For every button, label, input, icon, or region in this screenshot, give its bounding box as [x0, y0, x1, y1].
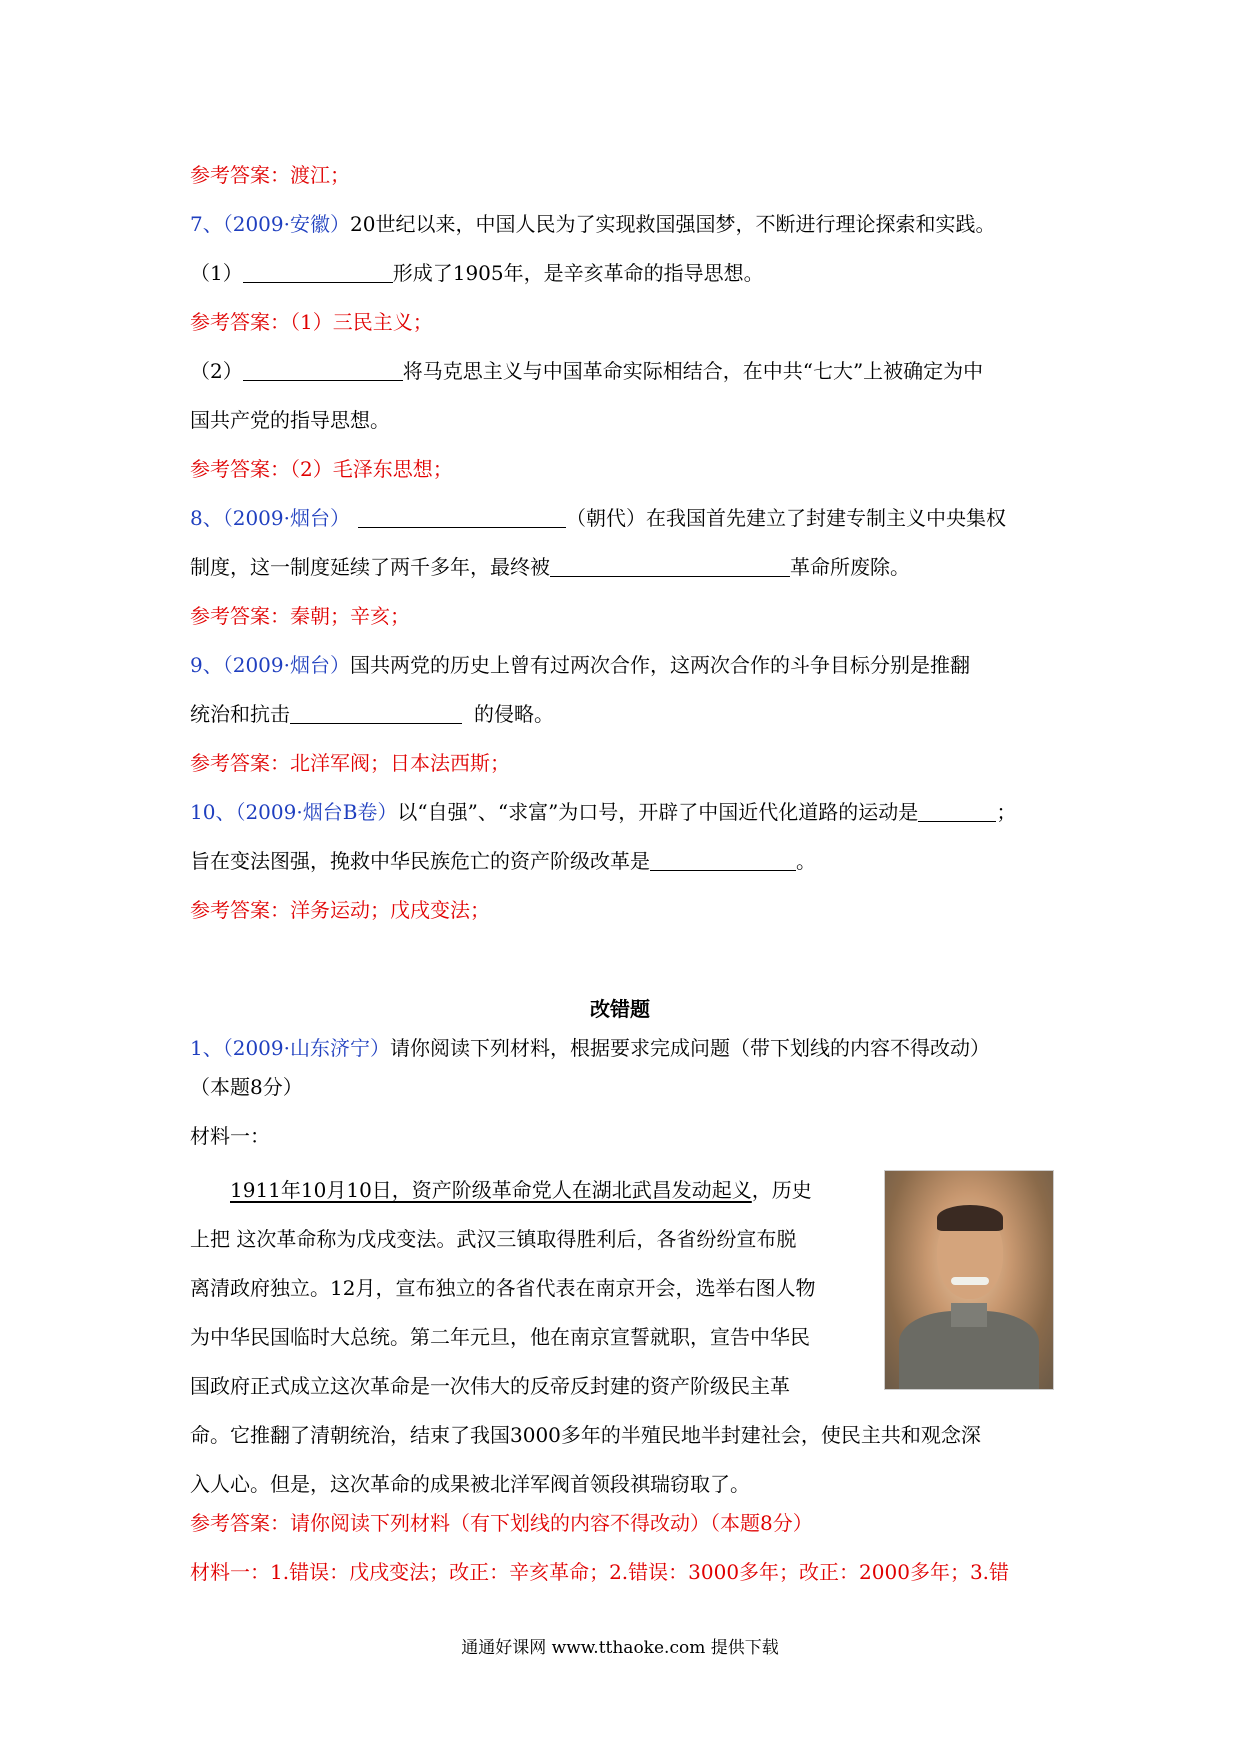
question-source: （2009·烟台） [222, 506, 350, 530]
material-line-3: 离清政府独立。12月，宣布独立的各省代表在南京开会，选举右图人物 [190, 1276, 816, 1300]
answer-6: 参考答案：渡江； [190, 163, 350, 187]
answer-9: 参考答案：北洋军阀；日本法西斯； [190, 751, 510, 775]
answer-blank [918, 801, 996, 822]
question-text: 以“自强”、“求富”为口号，开辟了中国近代化道路的运动是 [397, 800, 919, 824]
material-text: ，历史 [751, 1178, 812, 1202]
question-number: 10、 [190, 800, 236, 824]
question-source: （2009·安徽） [222, 212, 350, 236]
question-source: （2009·烟台B卷） [235, 800, 398, 824]
answer-blank [650, 850, 796, 871]
answer-blank [290, 703, 462, 724]
answer-blank [243, 360, 403, 381]
section-title: 改错题 [590, 997, 650, 1021]
material-line-6: 命。它推翻了清朝统治，结束了我国3000多年的半殖民地半封建社会，使民主共和观念深 [190, 1423, 981, 1447]
question-number: 9、 [190, 653, 223, 677]
question-number: 7、 [190, 212, 223, 236]
material-line-1 [230, 1178, 812, 1202]
answer-correction-1-line2: 材料一：1.错误：戊戌变法；改正：辛亥革命；2.错误：3000多年；改正：2000多年；3.错 [190, 1560, 1010, 1584]
question-text: 统治和抗击 [190, 702, 290, 726]
question-text: 20世纪以来，中国人民为了实现救国强国梦，不断进行理论探索和实践。 [350, 212, 996, 236]
question-score: （本题8分） [190, 1075, 303, 1099]
answer-7-2: 参考答案：（2）毛泽东思想； [190, 457, 453, 481]
page-footer: 通通好课网 www.tthaoke.com 提供下载 [461, 1638, 779, 1658]
question-text: 国共两党的历史上曾有过两次合作，这两次合作的斗争目标分别是推翻 [350, 653, 970, 677]
subquestion-text: 将马克思主义与中国革命实际相结合，在中共“七大”上被确定为中 [402, 359, 984, 383]
question-7-1 [190, 261, 764, 285]
answer-correction-1: 参考答案：请你阅读下列材料（有下划线的内容不得改动）（本题8分） [190, 1511, 813, 1535]
answer-7-1: 参考答案：（1）三民主义； [190, 310, 433, 334]
question-text: 制度，这一制度延续了两千多年，最终被 [190, 555, 550, 579]
question-text: 旨在变法图强，挽救中华民族危亡的资产阶级改革是 [190, 849, 650, 873]
question-number: 8、 [190, 506, 223, 530]
question-text: 。 [796, 849, 816, 873]
answer-10: 参考答案：洋务运动；戊戌变法； [190, 898, 490, 922]
question-7-2-line2: 国共产党的指导思想。 [190, 408, 390, 432]
answer-blank [550, 556, 790, 577]
material-line-7: 入人心。但是，这次革命的成果被北洋军阀首领段祺瑞窃取了。 [190, 1472, 750, 1496]
question-9-line2 [190, 702, 554, 726]
question-7 [190, 212, 995, 236]
question-8 [190, 506, 1006, 530]
question-9 [190, 653, 970, 677]
question-source: （2009·山东济宁） [222, 1036, 390, 1060]
subquestion-text: 形成了1905年，是辛亥革命的指导思想。 [392, 261, 764, 285]
material-line-4: 为中华民国临时大总统。第二年元旦，他在南京宣誓就职，宣告中华民 [190, 1325, 810, 1349]
material-label: 材料一： [190, 1124, 270, 1148]
question-10 [190, 800, 1016, 824]
question-number: 1、 [190, 1036, 223, 1060]
question-7-2 [190, 359, 983, 383]
question-text: ； [996, 800, 1017, 824]
portrait-photo [884, 1170, 1054, 1390]
question-8-line2 [190, 555, 910, 579]
material-line-2: 上把 这次革命称为戊戌变法。武汉三镇取得胜利后，各省纷纷宣布脱 [190, 1227, 797, 1251]
question-text: 革命所废除。 [790, 555, 910, 579]
question-text: 请你阅读下列材料，根据要求完成问题（带下划线的内容不得改动） [390, 1036, 990, 1060]
subquestion-number: （1） [190, 261, 243, 285]
underlined-text: 1911年10月10日，资产阶级革命党人在湖北武昌发动起义 [230, 1178, 752, 1202]
question-10-line2 [190, 849, 816, 873]
question-text: （朝代）在我国首先建立了封建专制主义中央集权 [566, 506, 1006, 530]
answer-blank [243, 262, 393, 283]
question-source: （2009·烟台） [222, 653, 350, 677]
subquestion-number: （2） [190, 359, 243, 383]
material-line-5: 国政府正式成立这次革命是一次伟大的反帝反封建的资产阶级民主革 [190, 1374, 790, 1398]
question-text: 的侵略。 [474, 702, 554, 726]
answer-blank [358, 507, 566, 528]
answer-8: 参考答案：秦朝；辛亥； [190, 604, 410, 628]
correction-question-1 [190, 1036, 990, 1060]
